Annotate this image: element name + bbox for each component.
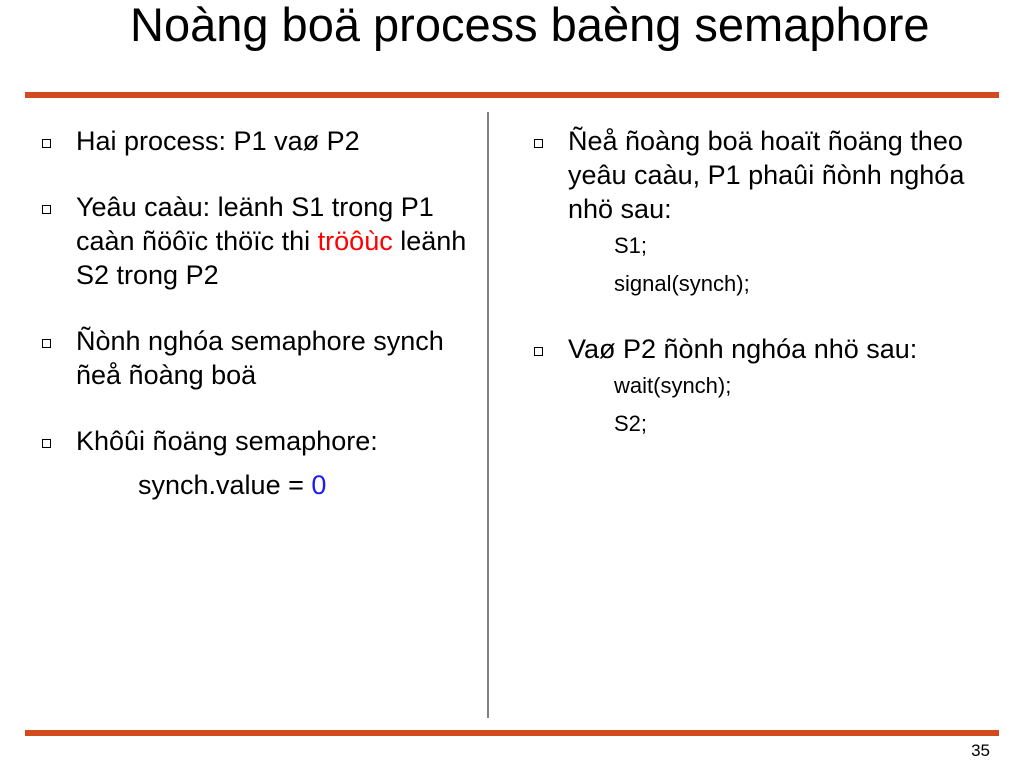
- square-bullet-icon: [42, 205, 51, 214]
- square-bullet-icon: [534, 347, 543, 356]
- bullet-init-semaphore: [40, 424, 480, 502]
- bullet-p1-definition: [532, 124, 1002, 298]
- code-line-s1: S1;: [614, 233, 648, 258]
- title-underline-rule: [25, 92, 999, 98]
- column-divider: [487, 112, 489, 718]
- emphasis-before: tröôùc: [317, 226, 393, 256]
- bullet-processes-text: Hai process: P1 vaø P2: [76, 126, 360, 156]
- bullet-init-semaphore-text: Khôûi ñoäng semaphore:: [76, 426, 378, 456]
- bullet-p2-definition: [532, 332, 1002, 438]
- p1-code-block: [568, 232, 1002, 298]
- init-code-text: synch.value =: [138, 470, 304, 500]
- bullet-requirement-text: Yeâu caàu: leänh S1 trong P1 caàn ñöôïc thöïc thi: [76, 192, 434, 256]
- code-line-signal: signal(synch);: [614, 271, 750, 296]
- right-column: [532, 124, 1002, 438]
- bullet-define-semaphore: [40, 324, 480, 392]
- bullet-processes: [40, 124, 480, 158]
- code-line-s2: S2;: [614, 411, 648, 436]
- init-value: 0: [311, 470, 327, 500]
- bullet-p1-definition-text: Ñeå ñoàng boä hoaït ñoäng theo yeâu caàu, P1 phaûi ñònh nghóa nhö sau:: [568, 126, 965, 224]
- square-bullet-icon: [534, 139, 543, 148]
- bullet-requirement-text-end: leänh S2 trong P2: [76, 226, 467, 290]
- init-code-line: [76, 468, 480, 502]
- footer-rule: [25, 730, 999, 736]
- bullet-define-semaphore-text: Ñònh nghóa semaphore synch ñeå ñoàng boä: [76, 326, 444, 390]
- slide-title: Noàng boä process baèng semaphore: [130, 0, 930, 51]
- page-number: 35: [971, 741, 990, 760]
- square-bullet-icon: [42, 439, 51, 448]
- bullet-requirement: [40, 190, 480, 292]
- code-line-wait: wait(synch);: [614, 373, 732, 398]
- p2-code-block: [568, 372, 1002, 438]
- bullet-p2-definition-text: Vaø P2 ñònh nghóa nhö sau:: [568, 334, 918, 364]
- left-column: [40, 124, 480, 502]
- square-bullet-icon: [42, 339, 51, 348]
- square-bullet-icon: [42, 139, 51, 148]
